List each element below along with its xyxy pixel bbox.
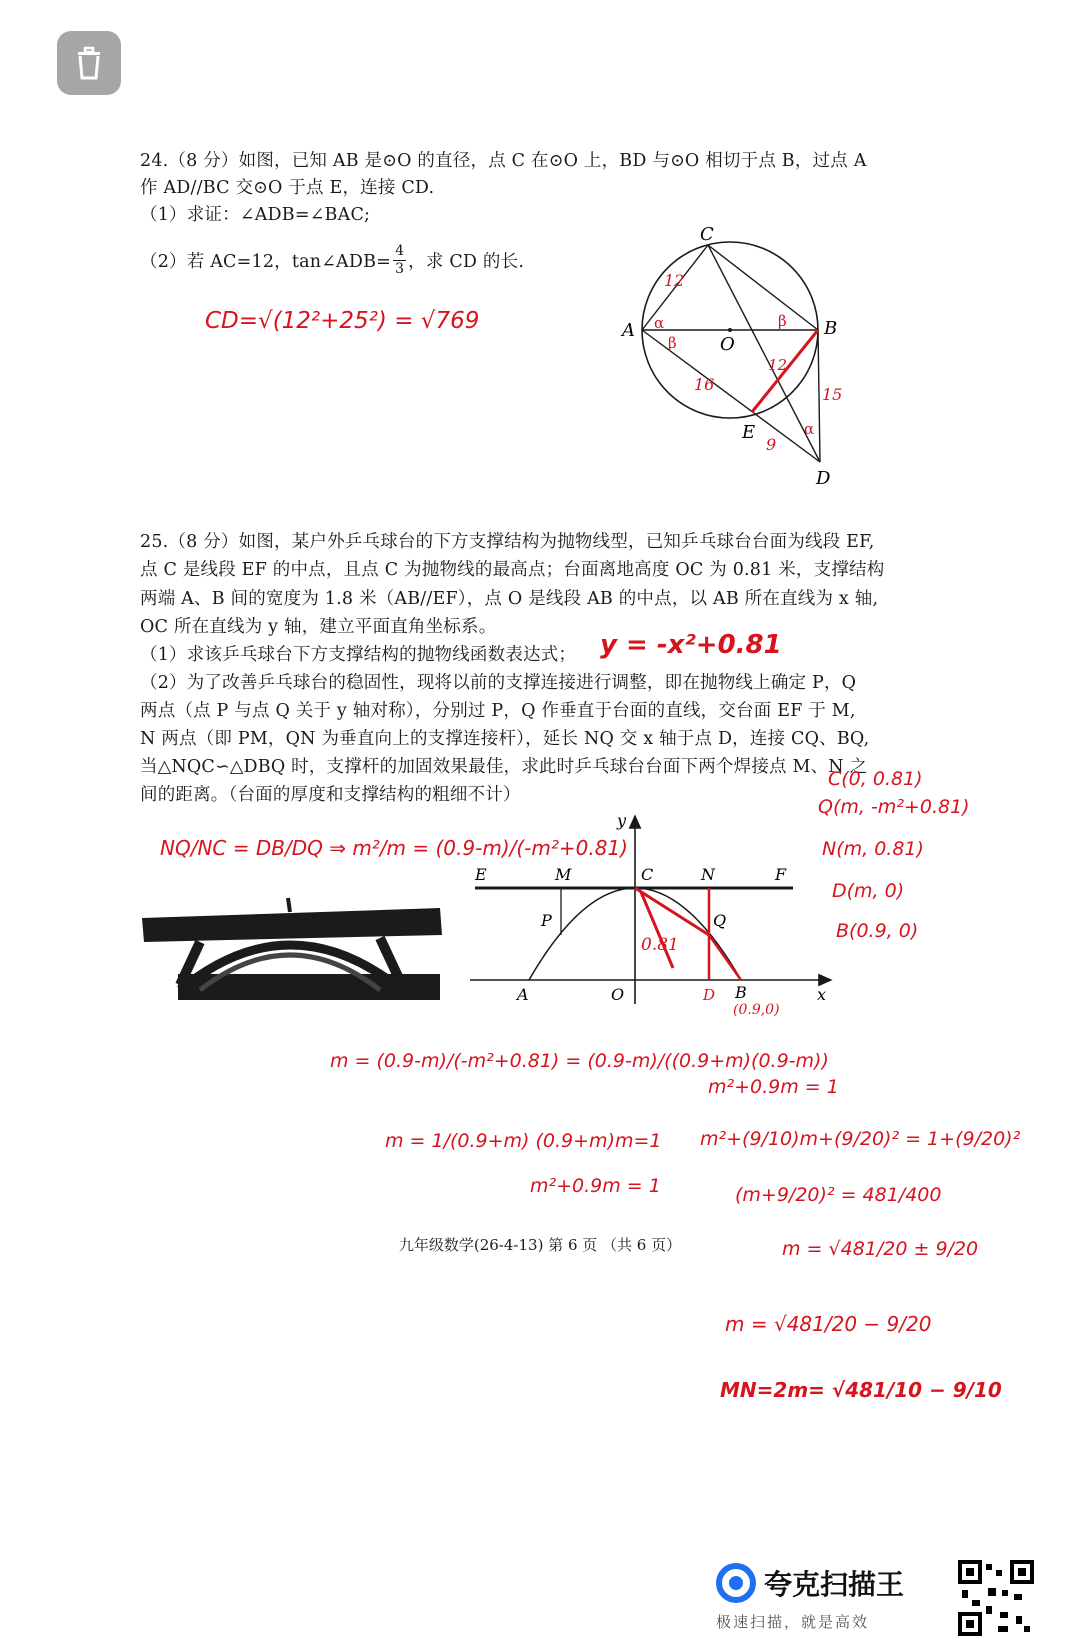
scanner-watermark	[716, 1563, 904, 1632]
q25-line9: 当△NQC∽△DBQ 时，支撑杆的加固效果最佳，求此时乒乓球台台面下两个焊接点 M、N 之	[140, 757, 868, 777]
q24-circle-figure	[620, 218, 880, 498]
fraction	[393, 243, 406, 278]
hw-right5: m = √481/20 − 9/20	[725, 1312, 932, 1336]
brand-slogan: 极速扫描，就是高效	[716, 1613, 870, 1631]
q25-line2: 点 C 是线段 EF 的中点，且点 C 为抛物线的最高点；台面离地高度 OC 为 0.81 米，支撑结构	[140, 560, 885, 580]
graph-label-a: A	[517, 985, 529, 1004]
hw-right2: m²+(9/10)m+(9/20)² = 1+(9/20)²	[700, 1128, 1021, 1150]
label-a: A	[622, 320, 635, 341]
hw-alpha1: α	[654, 314, 665, 332]
hw-step3: m²+0.9m = 1	[530, 1175, 661, 1197]
q25-line7: 两点（点 P 与点 Q 关于 y 轴对称），分别过 P，Q 作垂直于台面的直线，交台面 EF 于 M,	[140, 701, 856, 721]
hw-graph-d: D	[703, 986, 716, 1004]
hw-step1: m = (0.9-m)/(-m²+0.81) = (0.9-m)/((0.9+m)(0.9-m))	[330, 1050, 829, 1072]
graph-label-c: C	[641, 865, 654, 884]
hw-similar-ratio: NQ/NC = DB/DQ ⇒ m²/m = (0.9-m)/(-m²+0.81)	[160, 836, 628, 860]
hw-point-d: D(m, 0)	[832, 880, 905, 902]
hw-graph-081: 0.81	[641, 935, 679, 955]
label-d: D	[816, 468, 831, 489]
hw-step2: m = 1/(0.9+m) (0.9+m)m=1	[385, 1130, 662, 1152]
page-footer: 九年级数学(26-4-13) 第 6 页 （共 6 页）	[398, 1236, 682, 1254]
q24-part2	[140, 243, 524, 278]
graph-label-q: Q	[713, 911, 727, 930]
hw-beta: β	[668, 334, 677, 352]
hw-12b: 12	[768, 356, 788, 374]
q24-part2-suffix: ，求 CD 的长.	[408, 252, 525, 272]
hw-beta2: β	[778, 312, 787, 330]
label-c: C	[700, 224, 714, 245]
label-o: O	[720, 334, 735, 355]
axis-y-label: y	[617, 811, 627, 830]
hw-parabola-answer: y = -x²+0.81	[600, 630, 782, 660]
hw-point-c: C(0, 0.81)	[828, 768, 923, 790]
delete-button[interactable]	[57, 31, 121, 95]
hw-point-q: Q(m, -m²+0.81)	[818, 796, 970, 818]
hw-alpha2: α	[804, 420, 815, 438]
hw-point-n: N(m, 0.81)	[822, 838, 924, 860]
label-e: E	[742, 422, 756, 443]
q25-line8: N 两点（即 PM，QN 为垂直向上的支撑连接杆），延长 NQ 交 x 轴于点 D，连接 CQ、BQ,	[140, 729, 870, 749]
graph-label-o: O	[611, 985, 625, 1004]
hw-right4: m = √481/20 ± 9/20	[782, 1238, 979, 1260]
q25-line5: （1）求该乒乓球台下方支撑结构的抛物线函数表达式；	[140, 645, 577, 665]
brand-name: 夸克扫描王	[764, 1568, 905, 1601]
qr-code-icon	[958, 1560, 1034, 1636]
table-illustration	[140, 890, 445, 1015]
q25-line3: 两端 A、B 间的宽度为 1.8 米（AB//EF），点 O 是线段 AB 的中点，以 AB 所在直线为 x 轴,	[140, 589, 879, 609]
graph-label-e: E	[475, 865, 487, 884]
graph-label-n: N	[701, 865, 715, 884]
q25-line10: 间的距离。（台面的厚度和支撑结构的粗细不计）	[140, 785, 521, 805]
hw-15: 15	[822, 385, 843, 404]
hw-cd-equation: CD=√(12²+25²) = √769	[205, 308, 480, 334]
graph-label-f: F	[775, 865, 787, 884]
q25-line6: （2）为了改善乒乓球台的稳固性，现将以前的支撑连接进行调整，即在抛物线上确定 P，Q	[140, 673, 857, 693]
hw-12a: 12	[664, 271, 685, 290]
hw-right3: (m+9/20)² = 481/400	[735, 1184, 942, 1206]
hw-final-answer: MN=2m= √481/10 − 9/10	[720, 1378, 1002, 1402]
graph-label-m: M	[555, 865, 572, 884]
graph-label-b: B	[735, 983, 747, 1002]
fraction-denominator: 3	[395, 261, 405, 277]
hw-16: 16	[694, 375, 715, 394]
hw-9: 9	[766, 435, 777, 454]
q25-line4: OC 所在直线为 y 轴，建立平面直角坐标系。	[140, 617, 497, 637]
graph-label-p: P	[541, 911, 552, 930]
hw-point-b: B(0.9, 0)	[836, 920, 919, 942]
q24-part1: （1）求证：∠ADB=∠BAC;	[140, 205, 371, 225]
q25-line1: 25.（8 分）如图，某户外乒乓球台的下方支撑结构为抛物线型，已知乒乓球台台面为线段 EF,	[140, 532, 875, 552]
q24-line1: 24.（8 分）如图，已知 AB 是⊙O 的直径，点 C 在⊙O 上，BD 与⊙O 相切于点 B，过点 A	[140, 151, 867, 171]
hw-graph-b-coord: (0.9,0)	[733, 1002, 780, 1018]
q24-line2: 作 AD//BC 交⊙O 于点 E，连接 CD.	[140, 178, 435, 198]
trash-icon	[74, 46, 104, 80]
hw-right1: m²+0.9m = 1	[708, 1076, 839, 1098]
q24-part2-prefix: （2）若 AC=12，tan∠ADB=	[140, 252, 392, 272]
quark-logo-icon	[716, 1563, 756, 1603]
label-b: B	[824, 318, 838, 339]
axis-x-label: x	[817, 985, 827, 1004]
fraction-numerator: 4	[395, 243, 405, 259]
